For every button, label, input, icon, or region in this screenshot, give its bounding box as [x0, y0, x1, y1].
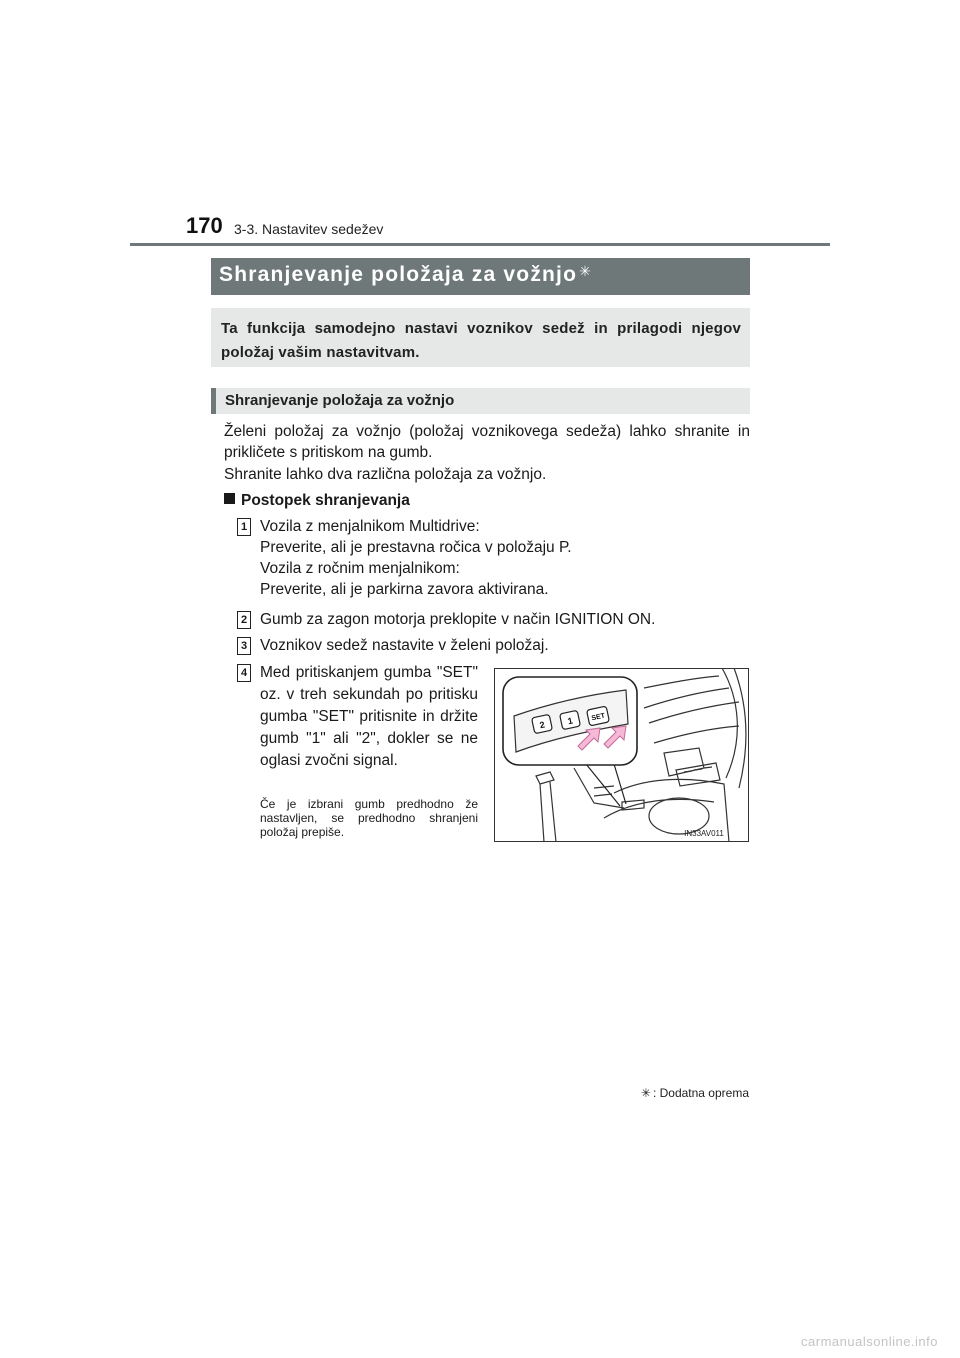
footnote-text: : Dodatna oprema	[652, 1086, 749, 1100]
intro-text: Ta funkcija samodejno nastavi voznikov sedež in prilagodi njegov položaj vašim nastavitvam.	[221, 320, 741, 361]
step-4-text: Med pritiskanjem gumba "SET" oz. v treh sekundah po pritisku gumba "SET" pritisnite in držite gumb "1" ali "2", dokler se ne oglasi zvočni signal.	[260, 664, 478, 769]
procedure-heading	[224, 490, 410, 511]
step-number-4: 4	[237, 664, 251, 682]
step-1-line: Vozila z ročnim menjalnikom:	[260, 560, 460, 577]
paragraph-description: Želeni položaj za vožnjo (položaj voznikovega sedeža) lahko shranite in prikličete s pritiskom na gumb.	[224, 423, 750, 461]
section-title	[219, 263, 592, 287]
square-bullet-icon	[224, 493, 235, 504]
step-1-line: Vozila z menjalnikom Multidrive:	[260, 518, 480, 535]
step-1-line: Preverite, ali je prestavna ročica v položaju P.	[260, 539, 572, 556]
illustration-code: IN33AV011	[684, 829, 724, 838]
set-button-label: SET	[590, 712, 606, 723]
memory-button-2-label: 2	[538, 719, 546, 731]
subsection-title-bar	[211, 388, 750, 414]
header-rule	[130, 243, 830, 246]
optional-equipment-mark: ✳	[640, 1086, 651, 1100]
optional-equipment-mark: ✳	[579, 263, 593, 279]
page-number: 170	[186, 213, 223, 238]
chapter-title: 3-3. Nastavitev sedežev	[234, 221, 384, 237]
paragraph-two-positions: Shranite lahko dva različna položaja za vožnjo.	[224, 466, 547, 483]
step-1-text	[260, 516, 572, 600]
subsection-accent	[211, 388, 216, 414]
step-1-line: Preverite, ali je parkirna zavora aktivirana.	[260, 581, 549, 598]
subsection-title: Shranjevanje položaja za vožnjo	[225, 392, 455, 409]
watermark: carmanualsonline.info	[801, 1334, 938, 1349]
intro-box	[211, 308, 750, 367]
step-number-3: 3	[237, 637, 251, 655]
step-3-text: Voznikov sedež nastavite v želeni položaj.	[260, 637, 549, 654]
step-number-1: 1	[237, 518, 251, 536]
section-title-text: Shranjevanje položaja za vožnjo	[219, 263, 578, 286]
memory-button-1-label: 1	[566, 715, 574, 727]
step-4-note: Če je izbrani gumb predhodno že nastavljen, se predhodno shranjeni položaj prepiše.	[260, 797, 478, 839]
step-number-2: 2	[237, 611, 251, 629]
section-title-bar	[211, 258, 750, 295]
memory-switch-illustration	[494, 668, 749, 842]
procedure-heading-text: Postopek shranjevanja	[241, 492, 410, 509]
footnote	[641, 1086, 749, 1100]
step-2-text: Gumb za zagon motorja preklopite v način IGNITION ON.	[260, 611, 656, 628]
